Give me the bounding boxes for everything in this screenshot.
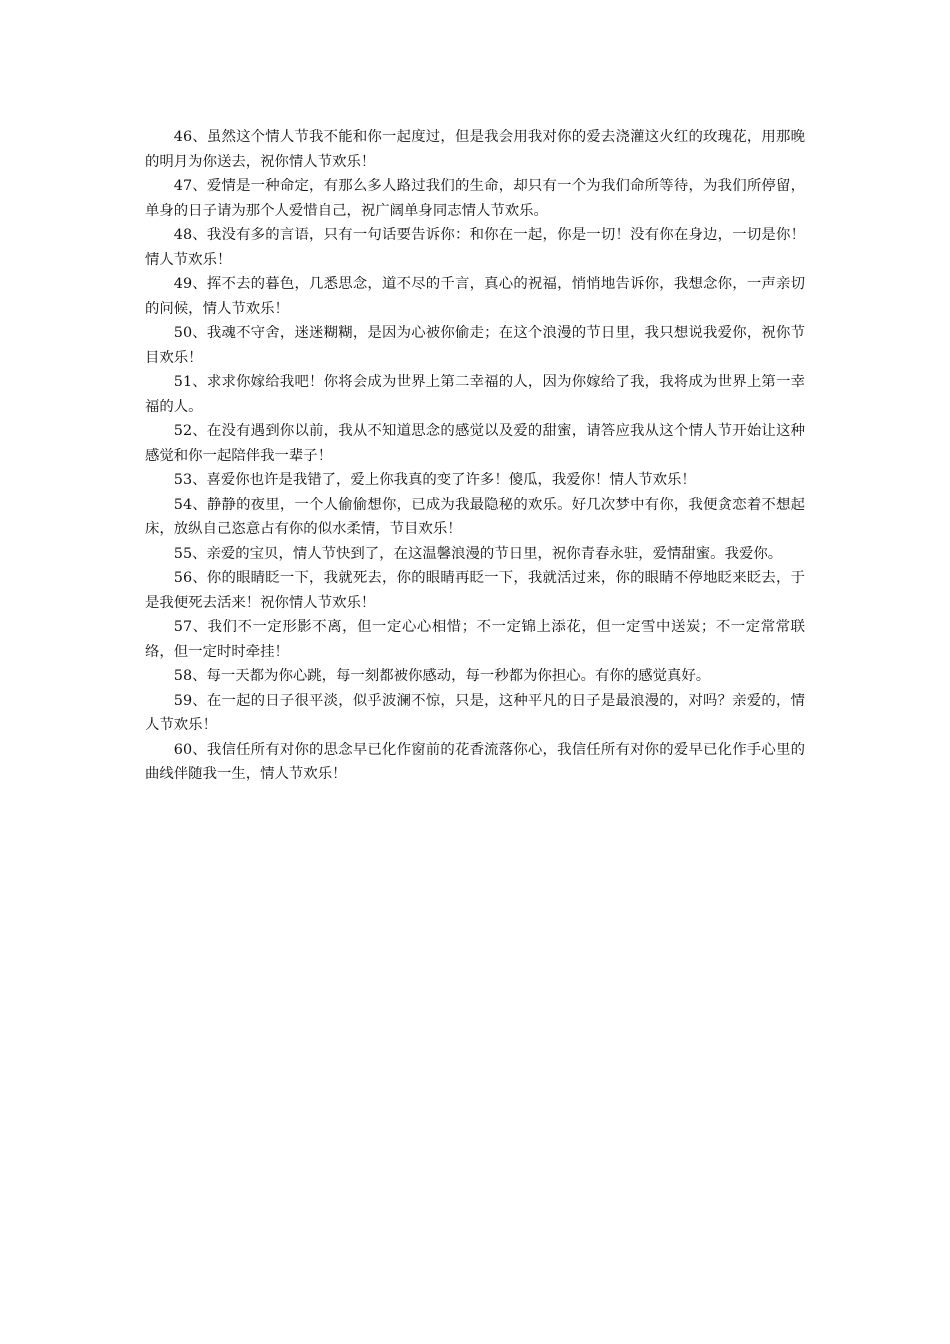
paragraph-58: 58、每一天都为你心跳，每一刻都被你感动，每一秒都为你担心。有你的感觉真好。 <box>173 668 711 684</box>
paragraph-55: 55、亲爱的宝贝，情人节快到了，在这温馨浪漫的节日里，祝你青春永驻，爱情甜蜜。我爱你。 <box>173 545 783 562</box>
paragraph-59: 59、在一起的日子很平淡，似乎波澜不惊，只是，这种平凡的日子是最浪漫的，对吗？亲爱的，情人节欢乐！ <box>145 692 805 733</box>
paragraph-46: 46、虽然这个情人节我不能和你一起度过，但是我会用我对你的爱去浇灌这火红的玫瑰花，用那晚的明月为你送去，祝你情人节欢乐！ <box>145 129 805 170</box>
paragraph-53: 53、喜爱你也许是我错了，爱上你我真的变了许多！傻瓜，我爱你！情人节欢乐！ <box>173 472 696 488</box>
paragraph-54: 54、静静的夜里，一个人偷偷想你，已成为我最隐秘的欢乐。好几次梦中有你，我便贪恋着不想起床，放纵自己恣意占有你的似水柔情，节目欢乐！ <box>145 496 805 537</box>
paragraph-49: 49、挥不去的暮色，几悉思念，道不尽的千言，真心的祝福，悄悄地告诉你，我想念你，一声亲切的问候，情人节欢乐！ <box>145 276 805 317</box>
paragraph-48: 48、我没有多的言语，只有一句话要告诉你：和你在一起，你是一切！没有你在身边，一切是你！情人节欢乐！ <box>145 227 805 268</box>
paragraph-56: 56、你的眼睛眨一下，我就死去，你的眼睛再眨一下，我就活过来，你的眼睛不停地眨来眨去，于是我便死去活来！祝你情人节欢乐！ <box>145 570 805 611</box>
paragraph-52: 52、在没有遇到你以前，我从不知道思念的感觉以及爱的甜蜜，请答应我从这个情人节开始让这种感觉和你一起陪伴我一辈子！ <box>145 423 805 464</box>
paragraph-51: 51、求求你嫁给我吧！你将会成为世界上第二幸福的人，因为你嫁给了我，我将成为世界上第一幸福的人。 <box>145 374 805 415</box>
paragraph-50: 50、我魂不守舍，迷迷糊糊，是因为心被你偷走；在这个浪漫的节日里，我只想说我爱你，祝你节目欢乐！ <box>145 325 805 366</box>
paragraph-60: 60、我信任所有对你的思念早已化作窗前的花香流落你心，我信任所有对你的爱早已化作手心里的曲线伴随我一生，情人节欢乐！ <box>145 741 805 782</box>
paragraph-47: 47、爱情是一种命定，有那么多人路过我们的生命，却只有一个为我们命所等待，为我们所停留，单身的日子请为那个人爱惜自己，祝广阔单身同志情人节欢乐。 <box>145 178 805 219</box>
document-page <box>145 125 805 787</box>
paragraph-57: 57、我们不一定形影不离，但一定心心相惜；不一定锦上添花，但一定雪中送炭；不一定常常联络，但一定时时牵挂！ <box>145 619 805 660</box>
